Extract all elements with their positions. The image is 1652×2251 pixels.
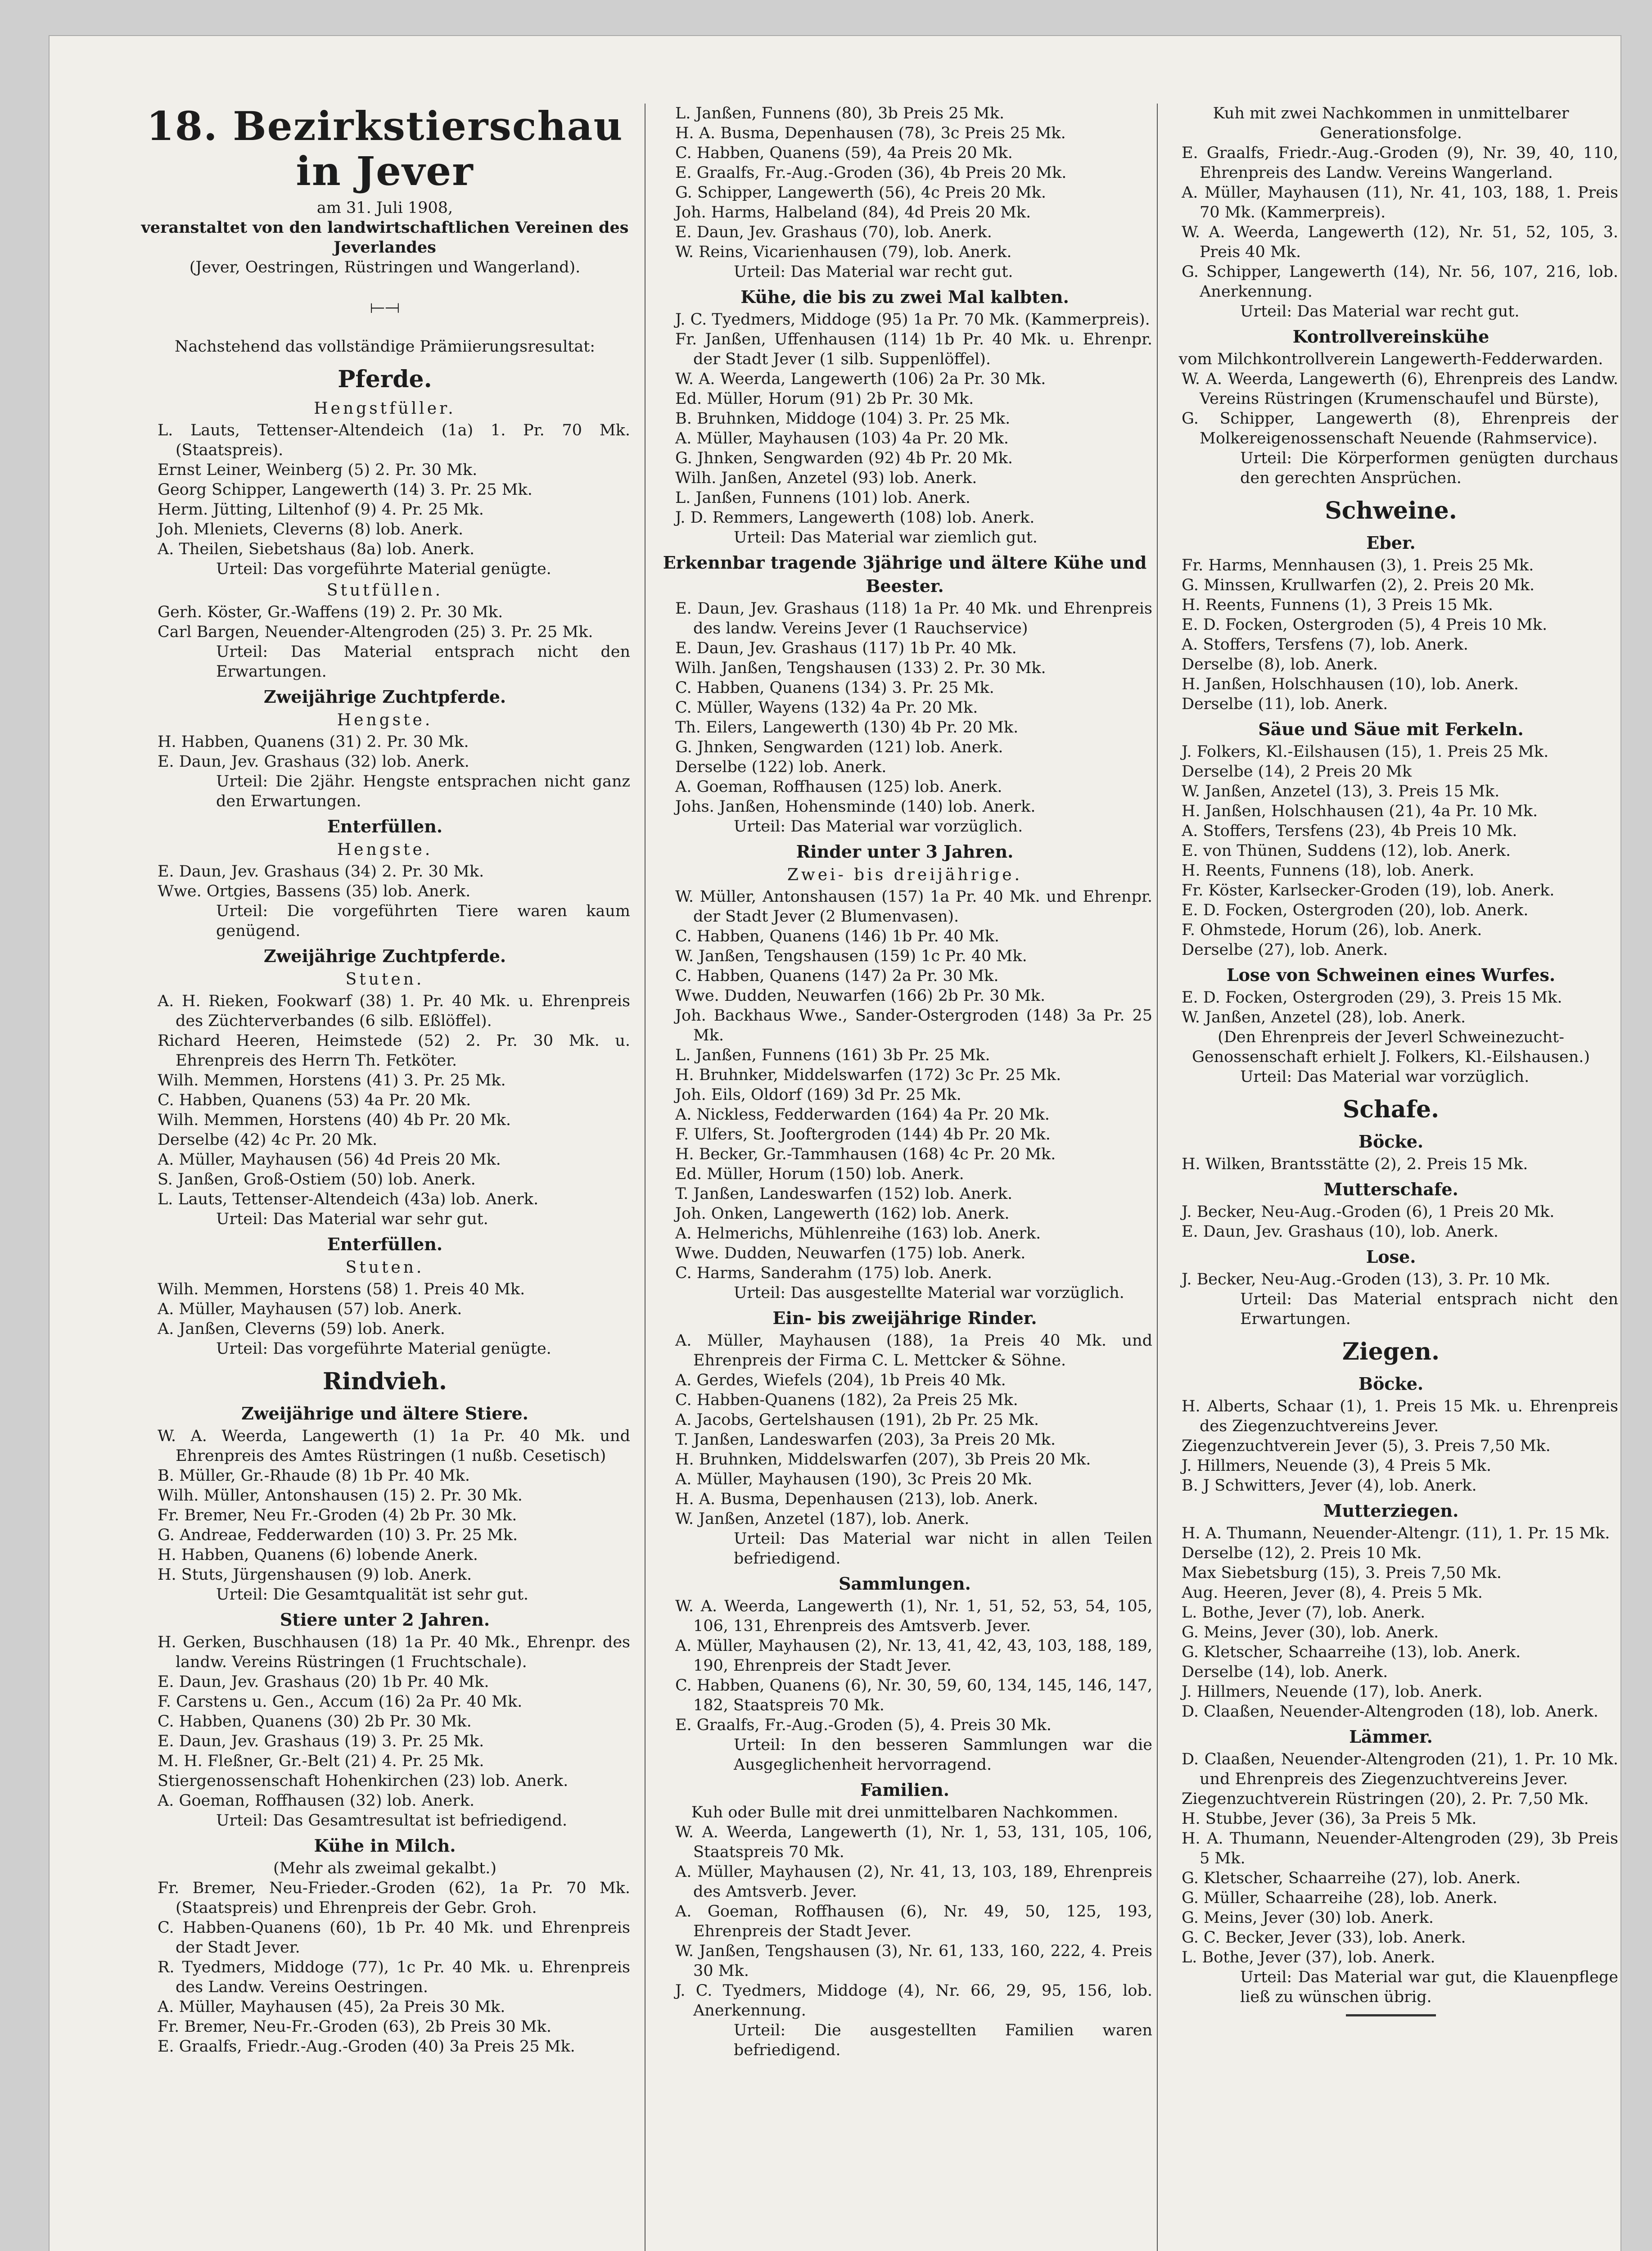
- verdict-line: Urteil: Die vorgeführten Tiere waren kaum genügend.: [216, 902, 630, 940]
- award-entry: H. Reents, Funnens (1), 3 Preis 15 Mk.: [1182, 596, 1493, 614]
- date-line: am 31. Juli 1908,: [316, 199, 453, 217]
- verdict-line: Urteil: Das ausgestellte Material war vorzüglich.: [734, 1284, 1124, 1302]
- award-entry: A. Stoffers, Tersfens (7), lob. Anerk.: [1182, 636, 1468, 654]
- award-entry: J. Hillmers, Neuende (3), 4 Preis 5 Mk.: [1182, 1457, 1491, 1475]
- award-entry: W. Janßen, Tengshausen (159) 1c Pr. 40 Mk.: [675, 947, 1027, 965]
- award-entry: E. D. Focken, Ostergroden (29), 3. Preis 15 Mk.: [1182, 989, 1562, 1007]
- verdict-line: Urteil: Das Material war vorzüglich.: [734, 818, 1023, 836]
- newspaper-page: [50, 36, 1620, 2251]
- award-entry: G. Jhnken, Sengwarden (92) 4b Pr. 20 Mk.: [675, 449, 1013, 467]
- subsection-heading: Erkennbar tragende 3jährige und ältere Kühe und Beester.: [663, 552, 1147, 596]
- award-entry: A. Müller, Mayhausen (11), Nr. 41, 103, 188, 1. Preis 70 Mk. (Kammerpreis).: [1182, 184, 1618, 221]
- note-line: (Mehr als zweimal gekalbt.): [273, 1859, 497, 1877]
- award-entry: D. Claaßen, Neuender-Altengroden (21), 1. Pr. 10 Mk. und Ehrenpreis des Ziegenzuchtvereins Jever.: [1182, 1750, 1618, 1788]
- subsection-heading: Böcke.: [1358, 1374, 1424, 1394]
- award-entry: A. Jacobs, Gertelshausen (191), 2b Pr. 25 Mk.: [675, 1411, 1039, 1429]
- verdict-line: Urteil: Das Material war ziemlich gut.: [734, 529, 1038, 547]
- category-heading: Hengste.: [337, 711, 433, 729]
- award-entry: Joh. Mleniets, Cleverns (8) lob. Anerk.: [158, 520, 464, 538]
- award-entry: H. Gerken, Buschhausen (18) 1a Pr. 40 Mk., Ehrenpr. des landw. Vereins Rüstringen (1 Fruchtschale).: [158, 1633, 630, 1671]
- note-line: Kuh mit zwei Nachkommen in unmittelbarer Generationsfolge.: [1213, 104, 1569, 142]
- section-heading: Schweine.: [1325, 497, 1457, 524]
- subsection-heading: Mutterschafe.: [1323, 1179, 1458, 1199]
- end-rule: [1346, 2014, 1436, 2016]
- award-entry: H. Habben, Quanens (6) lobende Anerk.: [158, 1546, 478, 1564]
- award-entry: W. Janßen, Anzetel (13), 3. Preis 15 Mk.: [1182, 782, 1500, 800]
- award-entry: E. Daun, Jev. Grashaus (20) 1b Pr. 40 Mk.: [158, 1673, 489, 1691]
- award-entry: H. Alberts, Schaar (1), 1. Preis 15 Mk. u. Ehrenpreis des Ziegenzuchtvereins Jever.: [1182, 1397, 1618, 1435]
- award-entry: C. Habben, Quanens (6), Nr. 30, 59, 60, 134, 145, 146, 147, 182, Staatspreis 70 Mk.: [675, 1677, 1152, 1714]
- award-entry: E. Graalfs, Friedr.-Aug.-Groden (9), Nr. 39, 40, 110, Ehrenpreis des Landw. Vereins Wangerland.: [1182, 144, 1618, 182]
- intro-line: Nachstehend das vollständige Prämiierungsresultat:: [174, 338, 596, 356]
- award-entry: Fr. Köster, Karlsecker-Groden (19), lob. Anerk.: [1182, 881, 1555, 899]
- award-entry: A. Goeman, Roffhausen (6), Nr. 49, 50, 125, 193, Ehrenpreis der Stadt Jever.: [675, 1903, 1152, 1940]
- award-entry: Fr. Bremer, Neu-Frieder.-Groden (62), 1a Pr. 70 Mk. (Staatspreis) und Ehrenpreis der Gebr. Groh.: [158, 1879, 630, 1917]
- award-entry: Ed. Müller, Horum (150) lob. Anerk.: [675, 1165, 964, 1183]
- column-2-body: [657, 104, 1152, 2060]
- award-entry: Joh. Backhaus Wwe., Sander-Ostergroden (148) 3a Pr. 25 Mk.: [675, 1007, 1152, 1044]
- subsection-heading: Mutterziegen.: [1323, 1501, 1459, 1521]
- award-entry: G. Meins, Jever (30), lob. Anerk.: [1182, 1623, 1439, 1641]
- award-entry: W. Janßen, Anzetel (187), lob. Anerk.: [675, 1510, 970, 1528]
- column-1: [140, 104, 630, 2057]
- award-entry: C. Habben, Quanens (53) 4a Pr. 20 Mk.: [158, 1091, 471, 1109]
- award-entry: G. Schipper, Langewerth (14), Nr. 56, 107, 216, lob. Anerkennung.: [1182, 263, 1618, 301]
- subsection-heading: Kühe, die bis zu zwei Mal kalbten.: [740, 287, 1069, 307]
- subsection-heading: Rinder unter 3 Jahren.: [796, 841, 1014, 862]
- note-line: vom Milchkontrollverein Langewerth-Fedderwarden.: [1178, 350, 1603, 368]
- award-entry: A. Müller, Mayhausen (2), Nr. 13, 41, 42, 43, 103, 188, 189, 190, Ehrenpreis der Stadt Jever.: [675, 1637, 1152, 1675]
- award-entry: Wwe. Ortgies, Bassens (35) lob. Anerk.: [158, 882, 471, 900]
- award-entry: Ernst Leiner, Weinberg (5) 2. Pr. 30 Mk.: [158, 461, 478, 479]
- award-entry: G. Schipper, Langewerth (8), Ehrenpreis der Molkereigenossenschaft Neuende (Rahmservice).: [1182, 410, 1618, 447]
- award-entry: Wwe. Dudden, Neuwarfen (175) lob. Anerk.: [675, 1244, 1026, 1262]
- award-entry: H. Habben, Quanens (31) 2. Pr. 30 Mk.: [158, 733, 469, 751]
- column-3-body: [1164, 104, 1618, 2007]
- award-entry: G. Kletscher, Schaarreihe (13), lob. Anerk.: [1182, 1643, 1521, 1661]
- verdict-line: Urteil: Die Körperformen genügten durchaus den gerechten Ansprüchen.: [1240, 449, 1618, 487]
- award-entry: G. Meins, Jever (30) lob. Anerk.: [1182, 1909, 1434, 1927]
- award-entry: H. Reents, Funnens (18), lob. Anerk.: [1182, 862, 1475, 880]
- award-entry: Carl Bargen, Neuender-Altengroden (25) 3. Pr. 25 Mk.: [158, 623, 593, 641]
- award-entry: Fr. Bremer, Neu-Fr.-Groden (63), 2b Preis 30 Mk.: [158, 2018, 551, 2036]
- award-entry: H. A. Busma, Depenhausen (213), lob. Anerk.: [675, 1490, 1038, 1508]
- award-entry: Wilh. Memmen, Horstens (58) 1. Preis 40 Mk.: [158, 1280, 525, 1298]
- award-entry: J. Folkers, Kl.-Eilshausen (15), 1. Preis 25 Mk.: [1182, 743, 1549, 761]
- award-entry: Derselbe (122) lob. Anerk.: [675, 758, 887, 776]
- award-entry: A. Müller, Mayhausen (190), 3c Preis 20 Mk.: [675, 1470, 1033, 1488]
- verdict-line: Urteil: Die ausgestellten Familien waren befriedigend.: [734, 2021, 1152, 2059]
- areas-line: (Jever, Oestringen, Rüstringen und Wangerland).: [189, 258, 581, 276]
- award-entry: Joh. Onken, Langewerth (162) lob. Anerk.: [675, 1205, 1010, 1223]
- subsection-heading: Eber.: [1366, 533, 1416, 553]
- award-entry: G. Kletscher, Schaarreihe (27), lob. Anerk.: [1182, 1869, 1521, 1887]
- award-entry: A. Müller, Mayhausen (103) 4a Pr. 20 Mk.: [675, 429, 1009, 447]
- award-entry: C. Habben, Quanens (147) 2a Pr. 30 Mk.: [675, 967, 999, 985]
- award-entry: Richard Heeren, Heimstede (52) 2. Pr. 30 Mk. u. Ehrenpreis des Herrn Th. Fetköter.: [158, 1032, 630, 1070]
- award-entry: E. Daun, Jev. Grashaus (70), lob. Anerk.: [675, 223, 992, 241]
- award-entry: E. Daun, Jev. Grashaus (10), lob. Anerk.: [1182, 1223, 1499, 1241]
- verdict-line: Urteil: Das Material war sehr gut.: [216, 1210, 488, 1228]
- award-entry: E. D. Focken, Ostergroden (20), lob. Anerk.: [1182, 901, 1529, 919]
- award-entry: G. Jhnken, Sengwarden (121) lob. Anerk.: [675, 738, 1003, 756]
- award-entry: B. J Schwitters, Jever (4), lob. Anerk.: [1182, 1477, 1477, 1495]
- award-entry: G. Schipper, Langewerth (56), 4c Preis 20 Mk.: [675, 184, 1047, 202]
- award-entry: Derselbe (12), 2. Preis 10 Mk.: [1182, 1544, 1422, 1562]
- award-entry: J. C. Tyedmers, Middoge (4), Nr. 66, 29, 95, 156, lob. Anerkennung.: [675, 1982, 1152, 2020]
- award-entry: Fr. Janßen, Uffenhausen (114) 1b Pr. 40 Mk. u. Ehrenpr. der Stadt Jever (1 silb. Suppenlöffel).: [675, 330, 1152, 368]
- verdict-line: Urteil: Das Material entsprach nicht den Erwartungen.: [216, 643, 630, 681]
- award-entry: Wilh. Memmen, Horstens (41) 3. Pr. 25 Mk.: [158, 1071, 506, 1089]
- award-entry: A. Müller, Mayhausen (57) lob. Anerk.: [158, 1300, 462, 1318]
- award-entry: L. Lauts, Tettenser-Altendeich (1a) 1. Pr. 70 Mk. (Staatspreis).: [158, 421, 630, 459]
- section-heading: Rindvieh.: [322, 1368, 447, 1395]
- subsection-heading: Stiere unter 2 Jahren.: [280, 1609, 490, 1630]
- award-entry: C. Habben, Quanens (134) 3. Pr. 25 Mk.: [675, 679, 994, 697]
- subsection-heading: Enterfüllen.: [327, 1234, 443, 1254]
- column-2: [657, 104, 1152, 2060]
- award-entry: W. A. Weerda, Langewerth (12), Nr. 51, 52, 105, 3. Preis 40 Mk.: [1182, 223, 1618, 261]
- subsection-heading: Zweijährige Zuchtpferde.: [263, 687, 506, 707]
- award-entry: W. Müller, Antonshausen (157) 1a Pr. 40 Mk. und Ehrenpr. der Stadt Jever (2 Blumenvasen).: [675, 888, 1152, 926]
- subsection-heading: Kühe in Milch.: [314, 1835, 456, 1856]
- award-entry: W. A. Weerda, Langewerth (106) 2a Pr. 30 Mk.: [675, 370, 1046, 388]
- award-entry: E. D. Focken, Ostergroden (5), 4 Preis 10 Mk.: [1182, 616, 1548, 634]
- award-entry: A. Stoffers, Tersfens (23), 4b Preis 10 Mk.: [1182, 822, 1517, 840]
- award-entry: E. Graalfs, Fr.-Aug.-Groden (5), 4. Preis 30 Mk.: [675, 1716, 1052, 1734]
- award-entry: Stiergenossenschaft Hohenkirchen (23) lob. Anerk.: [158, 1772, 569, 1790]
- award-entry: Th. Eilers, Langewerth (130) 4b Pr. 20 Mk.: [675, 719, 1019, 737]
- subsection-heading: Sammlungen.: [839, 1573, 971, 1594]
- award-entry: C. Müller, Wayens (132) 4a Pr. 20 Mk.: [675, 699, 978, 717]
- award-entry: C. Harms, Sanderahm (175) lob. Anerk.: [675, 1264, 993, 1282]
- award-entry: Joh. Harms, Halbeland (84), 4d Preis 20 Mk.: [675, 203, 1031, 221]
- verdict-line: Urteil: Das Material war vorzüglich.: [1240, 1068, 1530, 1086]
- award-entry: Derselbe (14), 2 Preis 20 Mk: [1182, 763, 1412, 781]
- award-entry: Herm. Jütting, Liltenhof (9) 4. Pr. 25 Mk.: [158, 501, 484, 519]
- verdict-line: Urteil: Das vorgeführte Material genügte.: [216, 560, 551, 578]
- article-header: [140, 104, 630, 357]
- subsection-heading: Lose.: [1366, 1247, 1416, 1267]
- verdict-line: Urteil: In den besseren Sammlungen war die Ausgeglichenheit hervorragend.: [734, 1736, 1152, 1774]
- award-entry: J. C. Tyedmers, Middoge (95) 1a Pr. 70 Mk. (Kammerpreis).: [675, 311, 1150, 329]
- award-entry: G. Andreae, Fedderwarden (10) 3. Pr. 25 Mk.: [158, 1526, 518, 1544]
- award-entry: M. H. Fleßner, Gr.-Belt (21) 4. Pr. 25 Mk.: [158, 1752, 484, 1770]
- note-line: Kuh oder Bulle mit drei unmittelbaren Nachkommen.: [691, 1804, 1119, 1822]
- award-entry: A. Helmerichs, Mühlenreihe (163) lob. Anerk.: [675, 1225, 1041, 1243]
- subsection-heading: Ein- bis zweijährige Rinder.: [772, 1308, 1037, 1328]
- award-entry: J. D. Remmers, Langewerth (108) lob. Anerk.: [675, 509, 1035, 527]
- award-entry: E. Daun, Jev. Grashaus (117) 1b Pr. 40 Mk.: [675, 639, 1017, 657]
- award-entry: S. Janßen, Groß-Ostiem (50) lob. Anerk.: [158, 1171, 476, 1189]
- award-entry: Joh. Eils, Oldorf (169) 3d Pr. 25 Mk.: [675, 1086, 961, 1104]
- award-entry: W. A. Weerda, Langewerth (1) 1a Pr. 40 Mk. und Ehrenpreis des Amtes Rüstringen (1 nußb. Cesetisch): [158, 1427, 630, 1465]
- section-heading: Ziegen.: [1342, 1338, 1440, 1365]
- award-entry: L. Lauts, Tettenser-Altendeich (43a) lob. Anerk.: [158, 1190, 539, 1208]
- award-entry: L. Janßen, Funnens (101) lob. Anerk.: [675, 489, 970, 507]
- verdict-line: Urteil: Das Gesamtresultat ist befriedigend.: [216, 1812, 568, 1830]
- award-entry: R. Tyedmers, Middoge (77), 1c Pr. 40 Mk. u. Ehrenpreis des Landw. Vereins Oestringen.: [158, 1958, 630, 1996]
- category-heading: Stutfüllen.: [326, 581, 443, 600]
- award-entry: Fr. Bremer, Neu Fr.-Groden (4) 2b Pr. 30 Mk.: [158, 1506, 517, 1524]
- subsection-heading: Zweijährige Zuchtpferde.: [263, 946, 506, 966]
- category-heading: Hengste.: [337, 841, 433, 859]
- ornament-divider: ⟝⟞: [370, 297, 400, 317]
- award-entry: H. A. Thumann, Neuender-Altengr. (11), 1. Pr. 15 Mk.: [1182, 1524, 1610, 1542]
- column-3: [1164, 104, 1618, 2016]
- award-entry: E. Daun, Jev. Grashaus (118) 1a Pr. 40 Mk. und Ehrenpreis des landw. Vereins Jever (1 Rauchservice): [675, 600, 1152, 637]
- award-entry: H. Stubbe, Jever (36), 3a Preis 5 Mk.: [1182, 1810, 1477, 1828]
- verdict-line: Urteil: Das Material entsprach nicht den Erwartungen.: [1240, 1290, 1618, 1328]
- award-entry: H. A. Thumann, Neuender-Altengroden (29), 3b Preis 5 Mk.: [1182, 1830, 1618, 1867]
- award-entry: Georg Schipper, Langewerth (14) 3. Pr. 25 Mk.: [158, 481, 533, 499]
- award-entry: E. Daun, Jev. Grashaus (32) lob. Anerk.: [158, 753, 469, 771]
- award-entry: E. Daun, Jev. Grashaus (19) 3. Pr. 25 Mk.: [158, 1732, 484, 1750]
- subsection-heading: Enterfüllen.: [327, 816, 443, 836]
- award-entry: Derselbe (42) 4c Pr. 20 Mk.: [158, 1131, 378, 1149]
- award-entry: E. Graalfs, Friedr.-Aug.-Groden (40) 3a Preis 25 Mk.: [158, 2038, 575, 2056]
- award-entry: W. A. Weerda, Langewerth (1), Nr. 1, 51, 52, 53, 54, 105, 106, 131, Ehrenpreis des Amtsverb. Jever.: [675, 1597, 1152, 1635]
- organizers-line: veranstaltet von den landwirtschaftlichen Vereinen des Jeverlandes: [141, 218, 629, 257]
- award-entry: Fr. Harms, Mennhausen (3), 1. Preis 25 Mk.: [1182, 556, 1534, 574]
- column-1-body: [140, 363, 630, 2057]
- award-entry: H. Janßen, Holschhausen (10), lob. Anerk.: [1182, 675, 1519, 693]
- award-entry: W. Janßen, Anzetel (28), lob. Anerk.: [1182, 1008, 1466, 1026]
- award-entry: H. A. Busma, Depenhausen (78), 3c Preis 25 Mk.: [675, 124, 1066, 142]
- award-entry: W. A. Weerda, Langewerth (1), Nr. 1, 53, 131, 105, 106, Staatspreis 70 Mk.: [675, 1823, 1152, 1861]
- award-entry: A. Müller, Mayhausen (45), 2a Preis 30 Mk.: [158, 1998, 506, 2016]
- award-entry: L. Janßen, Funnens (161) 3b Pr. 25 Mk.: [675, 1046, 990, 1064]
- award-entry: H. Stuts, Jürgenshausen (9) lob. Anerk.: [158, 1566, 472, 1584]
- award-entry: C. Habben-Quanens (60), 1b Pr. 40 Mk. und Ehrenpreis der Stadt Jever.: [158, 1919, 630, 1957]
- award-entry: A. Müller, Mayhausen (56) 4d Preis 20 Mk.: [158, 1151, 501, 1169]
- award-entry: A. Gerdes, Wiefels (204), 1b Preis 40 Mk.: [675, 1371, 1006, 1389]
- award-entry: A. Theilen, Siebetshaus (8a) lob. Anerk.: [158, 540, 475, 558]
- award-entry: A. H. Rieken, Fookwarf (38) 1. Pr. 40 Mk. u. Ehrenpreis des Züchterverbandes (6 silb. Eßlöffel).: [158, 992, 630, 1030]
- award-entry: Johs. Janßen, Hohensminde (140) lob. Anerk.: [675, 798, 1036, 816]
- section-heading: Pferde.: [338, 366, 432, 393]
- award-entry: L. Janßen, Funnens (80), 3b Preis 25 Mk.: [675, 104, 1005, 122]
- award-entry: Gerh. Köster, Gr.-Waffens (19) 2. Pr. 30 Mk.: [158, 603, 503, 621]
- subsection-heading: Lämmer.: [1349, 1727, 1433, 1747]
- award-entry: W. Reins, Vicarienhausen (79), lob. Anerk.: [675, 243, 1012, 261]
- award-entry: Aug. Heeren, Jever (8), 4. Preis 5 Mk.: [1182, 1584, 1483, 1602]
- award-entry: L. Bothe, Jever (37), lob. Anerk.: [1182, 1948, 1435, 1966]
- award-entry: G. C. Becker, Jever (33), lob. Anerk.: [1182, 1929, 1466, 1947]
- category-heading: Stuten.: [345, 970, 424, 989]
- award-entry: Derselbe (11), lob. Anerk.: [1182, 695, 1388, 713]
- award-entry: Derselbe (27), lob. Anerk.: [1182, 941, 1388, 959]
- award-entry: Max Siebetsburg (15), 3. Preis 7,50 Mk.: [1182, 1564, 1502, 1582]
- award-entry: A. Goeman, Roffhausen (32) lob. Anerk.: [158, 1792, 475, 1810]
- award-entry: A. Janßen, Cleverns (59) lob. Anerk.: [158, 1320, 445, 1338]
- award-entry: C. Habben-Quanens (182), 2a Preis 25 Mk.: [675, 1391, 1018, 1409]
- award-entry: Wilh. Memmen, Horstens (40) 4b Pr. 20 Mk.: [158, 1111, 511, 1129]
- award-entry: J. Hillmers, Neuende (17), lob. Anerk.: [1182, 1683, 1483, 1701]
- award-entry: A. Müller, Mayhausen (2), Nr. 41, 13, 103, 189, Ehrenpreis des Amtsverb. Jever.: [675, 1863, 1152, 1901]
- category-heading: Zwei- bis dreijährige.: [787, 866, 1023, 884]
- subsection-heading: Zweijährige und ältere Stiere.: [241, 1403, 528, 1424]
- award-entry: H. Becker, Gr.-Tammhausen (168) 4c Pr. 20 Mk.: [675, 1145, 1056, 1163]
- note-line: (Den Ehrenpreis der Jeverl Schweinezucht-Genossenschaft erhielt J. Folkers, Kl.-Eilshausen.): [1192, 1028, 1590, 1066]
- verdict-line: Urteil: Das Material war nicht in allen Teilen befriedigend.: [734, 1530, 1152, 1568]
- subsection-heading: Lose von Schweinen eines Wurfes.: [1226, 965, 1556, 985]
- verdict-line: Urteil: Das Material war gut, die Klauenpflege ließ zu wünschen übrig.: [1240, 1968, 1618, 2006]
- subsection-heading: Böcke.: [1358, 1131, 1424, 1152]
- award-entry: Wilh. Janßen, Tengshausen (133) 2. Pr. 30 Mk.: [675, 659, 1046, 677]
- award-entry: Ziegenzuchtverein Jever (5), 3. Preis 7,50 Mk.: [1182, 1437, 1551, 1455]
- award-entry: F. Ulfers, St. Jooftergroden (144) 4b Pr. 20 Mk.: [675, 1126, 1051, 1144]
- verdict-line: Urteil: Das Material war recht gut.: [1240, 303, 1520, 321]
- award-entry: W. Janßen, Tengshausen (3), Nr. 61, 133, 160, 222, 4. Preis 30 Mk.: [675, 1942, 1152, 1980]
- award-entry: Ziegenzuchtverein Rüstringen (20), 2. Pr. 7,50 Mk.: [1182, 1790, 1589, 1808]
- award-entry: Derselbe (8), lob. Anerk.: [1182, 655, 1378, 673]
- subsection-heading: Familien.: [860, 1780, 950, 1800]
- verdict-line: Urteil: Die Gesamtqualität ist sehr gut.: [216, 1586, 529, 1604]
- award-entry: G. Müller, Schaarreihe (28), lob. Anerk.: [1182, 1889, 1498, 1907]
- award-entry: W. A. Weerda, Langewerth (6), Ehrenpreis des Landw. Vereins Rüstringen (Krumenschaufel und Bürste),: [1182, 370, 1618, 408]
- subsection-heading: Säue und Säue mit Ferkeln.: [1258, 719, 1524, 739]
- award-entry: Wilh. Müller, Antonshausen (15) 2. Pr. 30 Mk.: [158, 1487, 523, 1505]
- award-entry: Ed. Müller, Horum (91) 2b Pr. 30 Mk.: [675, 390, 974, 408]
- column-rule: [1157, 104, 1158, 2251]
- award-entry: J. Becker, Neu-Aug.-Groden (13), 3. Pr. 10 Mk.: [1182, 1270, 1551, 1288]
- award-entry: A. Goeman, Roffhausen (125) lob. Anerk.: [675, 778, 1002, 796]
- verdict-line: Urteil: Das vorgeführte Material genügte.: [216, 1340, 551, 1358]
- award-entry: C. Habben, Quanens (146) 1b Pr. 40 Mk.: [675, 927, 1000, 945]
- category-heading: Stuten.: [345, 1258, 424, 1277]
- award-entry: E. Graalfs, Fr.-Aug.-Groden (36), 4b Preis 20 Mk.: [675, 164, 1067, 182]
- subsection-heading: Kontrollvereinskühe: [1292, 326, 1490, 347]
- award-entry: L. Bothe, Jever (7), lob. Anerk.: [1182, 1604, 1426, 1622]
- section-heading: Schafe.: [1342, 1096, 1440, 1123]
- award-entry: Wilh. Janßen, Anzetel (93) lob. Anerk.: [675, 469, 977, 487]
- category-heading: Hengstfüller.: [314, 399, 456, 418]
- award-entry: F. Carstens u. Gen., Accum (16) 2a Pr. 40 Mk.: [158, 1693, 523, 1711]
- award-entry: F. Ohmstede, Horum (26), lob. Anerk.: [1182, 921, 1482, 939]
- award-entry: H. Wilken, Brantsstätte (2), 2. Preis 15 Mk.: [1182, 1155, 1528, 1173]
- award-entry: A. Müller, Mayhausen (188), 1a Preis 40 Mk. und Ehrenpreis der Firma C. L. Mettcker & Söhne.: [675, 1332, 1152, 1370]
- article-title: 18. Bezirkstierschau in Jever: [146, 103, 623, 194]
- award-entry: H. Bruhnker, Middelswarfen (172) 3c Pr. 25 Mk.: [675, 1066, 1061, 1084]
- award-entry: E. von Thünen, Suddens (12), lob. Anerk.: [1182, 842, 1511, 860]
- award-entry: H. Bruhnken, Middelswarfen (207), 3b Preis 20 Mk.: [675, 1451, 1091, 1469]
- award-entry: H. Janßen, Holschhausen (21), 4a Pr. 10 Mk.: [1182, 802, 1538, 820]
- award-entry: J. Becker, Neu-Aug.-Groden (6), 1 Preis 20 Mk.: [1182, 1203, 1555, 1221]
- verdict-line: Urteil: Die 2jähr. Hengste entsprachen nicht ganz den Erwartungen.: [216, 773, 630, 810]
- award-entry: T. Janßen, Landeswarfen (203), 3a Preis 20 Mk.: [675, 1431, 1056, 1449]
- award-entry: B. Bruhnken, Middoge (104) 3. Pr. 25 Mk.: [675, 410, 1011, 428]
- award-entry: C. Habben, Quanens (30) 2b Pr. 30 Mk.: [158, 1713, 472, 1731]
- award-entry: T. Janßen, Landeswarfen (152) lob. Anerk.: [675, 1185, 1013, 1203]
- award-entry: Wwe. Dudden, Neuwarfen (166) 2b Pr. 30 Mk.: [675, 987, 1046, 1005]
- award-entry: Derselbe (14), lob. Anerk.: [1182, 1663, 1388, 1681]
- award-entry: E. Daun, Jev. Grashaus (34) 2. Pr. 30 Mk.: [158, 863, 484, 881]
- award-entry: A. Nickless, Fedderwarden (164) 4a Pr. 20 Mk.: [675, 1106, 1050, 1124]
- award-entry: D. Claaßen, Neuender-Altengroden (18), lob. Anerk.: [1182, 1703, 1598, 1721]
- award-entry: C. Habben, Quanens (59), 4a Preis 20 Mk.: [675, 144, 1013, 162]
- verdict-line: Urteil: Das Material war recht gut.: [734, 263, 1013, 281]
- award-entry: B. Müller, Gr.-Rhaude (8) 1b Pr. 40 Mk.: [158, 1467, 470, 1485]
- award-entry: G. Minssen, Krullwarfen (2), 2. Preis 20 Mk.: [1182, 576, 1535, 594]
